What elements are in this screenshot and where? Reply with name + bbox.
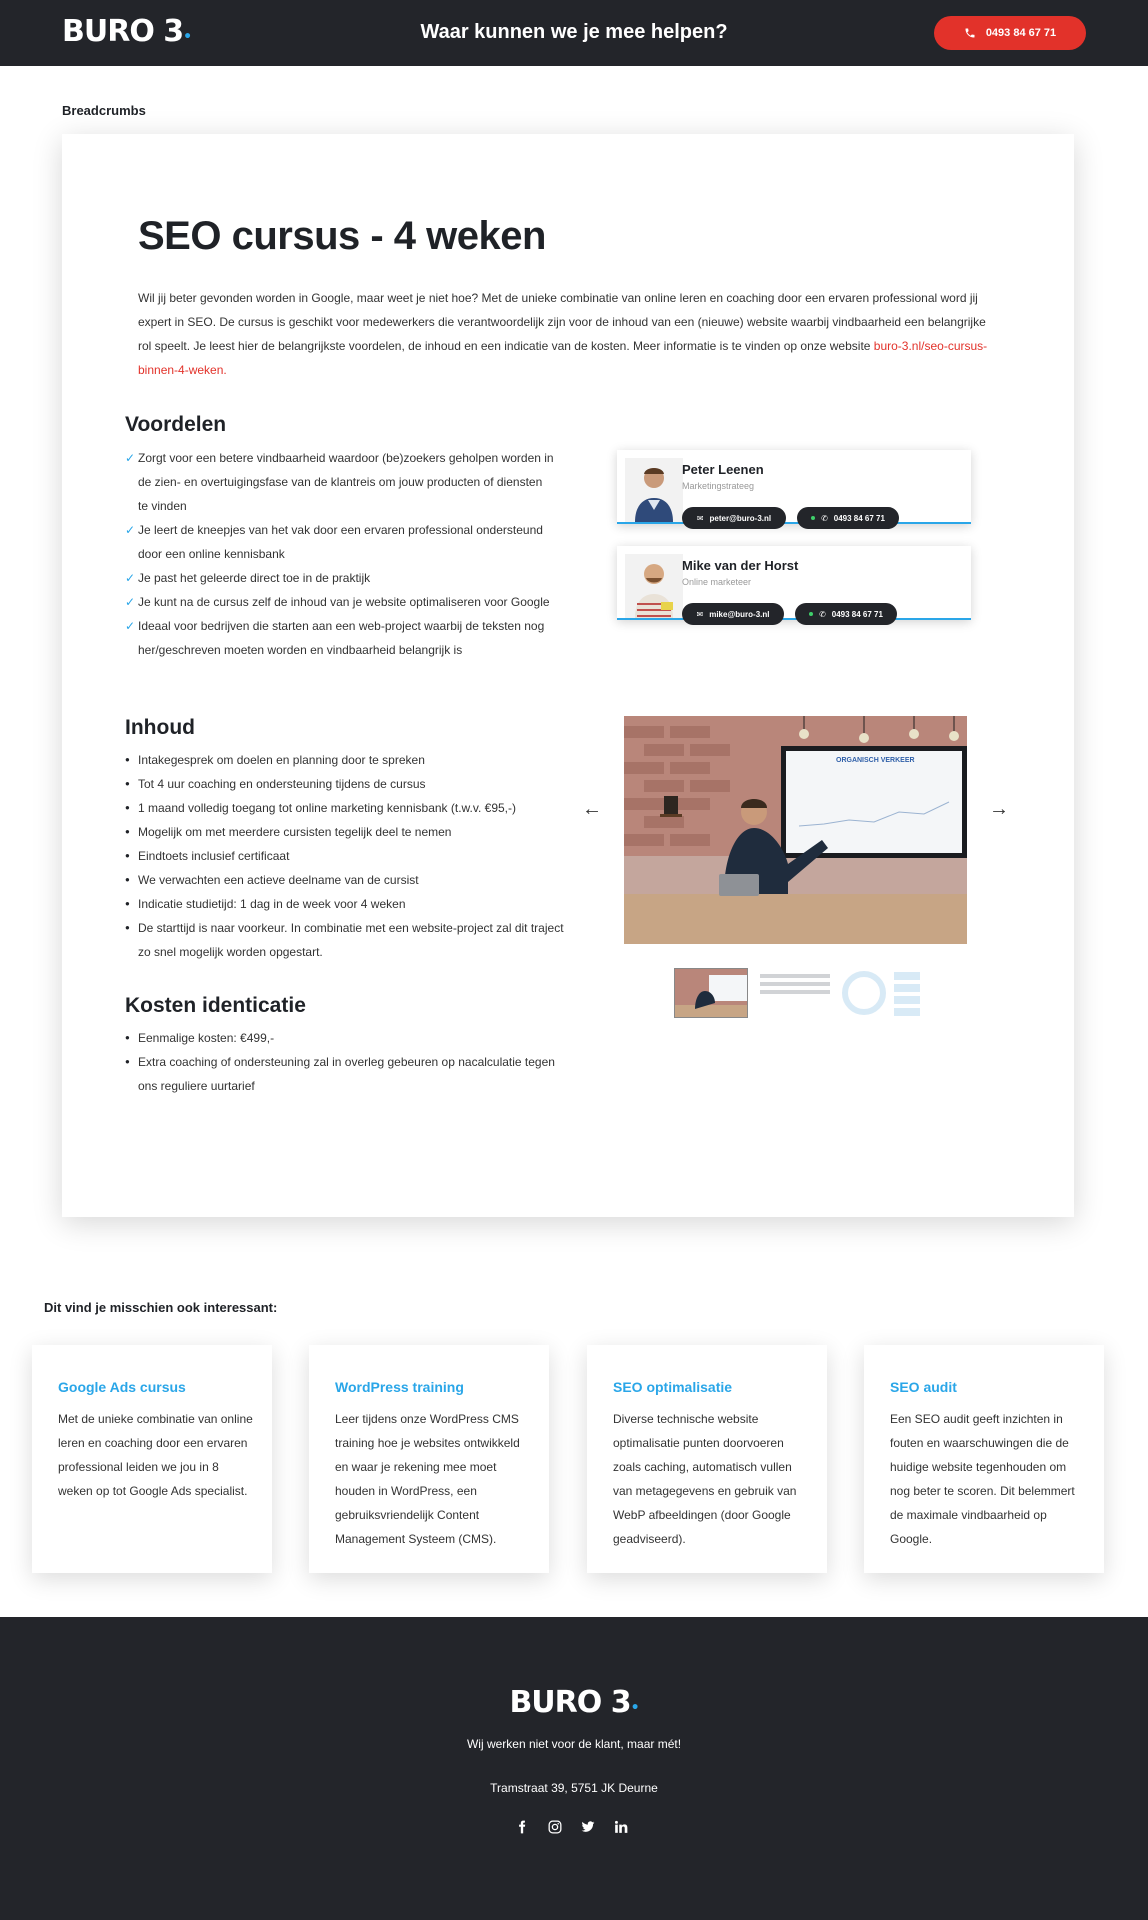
- related-card-desc: Diverse technische website optimalisatie punten doorvoeren zoals caching, automatisch vullen van metagegevens en gebruik van WebP afbeeldingen (door Google geadviseerd).: [613, 1412, 797, 1546]
- list-item: ● Mogelijk om met meerdere cursisten tegelijk deel te nemen: [125, 820, 565, 844]
- list-item: ✓ Je kunt na de cursus zelf de inhoud van je website optimaliseren voor Google: [125, 590, 555, 614]
- site-header: [0, 0, 1148, 66]
- related-card-title[interactable]: WordPress training: [335, 1379, 464, 1395]
- email-button[interactable]: ✉ mike@buro-3.nl: [682, 603, 784, 625]
- list-item: ● Eindtoets inclusief certificaat: [125, 844, 565, 868]
- email-button[interactable]: ✉ peter@buro-3.nl: [682, 507, 786, 529]
- header-title: Waar kunnen we je mee helpen?: [420, 21, 728, 43]
- mail-icon: ✉: [696, 513, 704, 523]
- avatar: [625, 458, 683, 522]
- screen-text: ORGANISCH VERKEER: [836, 757, 915, 764]
- voordelen-title: Voordelen: [125, 413, 227, 436]
- list-item: ● De starttijd is naar voorkeur. In combinatie met een website-project zal dit traject zo snel mogelijk worden opgestart.: [125, 916, 565, 964]
- list-item: ✓ Zorgt voor een betere vindbaarheid waardoor (be)zoekers geholpen worden in de zien- en overtuigingsfase van de klantreis om jouw producten of diensten te vinden: [125, 446, 555, 518]
- footer-tagline: Wij werken niet voor de klant, maar mét!: [466, 1737, 682, 1751]
- inhoud-list: [125, 748, 565, 964]
- site-footer: [0, 1617, 1148, 1920]
- list-item: ✓ Ideaal voor bedrijven die starten aan een web-project waarbij de teksten nog her/geschreven moeten worden en vindbaarheid belangrijk is: [125, 614, 555, 662]
- intro-link[interactable]: buro-3.nl/seo-cursus-binnen-4-weken.: [138, 339, 988, 377]
- slider-thumbnail[interactable]: [840, 968, 888, 1018]
- call-button-label: 0493 84 67 71: [985, 27, 1057, 39]
- kosten-title: Kosten identicatie: [125, 994, 306, 1017]
- contact-role: Marketingstrateeg: [682, 481, 755, 491]
- voordelen-list: [125, 446, 555, 662]
- footer-address: Tramstraat 39, 5751 JK Deurne: [490, 1781, 658, 1795]
- phone-icon: ✆: [821, 513, 828, 523]
- related-card-desc: Leer tijdens onze WordPress CMS training hoe je websites ontwikkeld en waar je rekening mee moet houden in WordPress, een gebruiksvriendelijk Content Management Systeem (CMS).: [335, 1412, 520, 1546]
- list-item: ✓ Je leert de kneepjes van het vak door een ervaren professional ondersteund door een online kennisbank: [125, 518, 555, 566]
- inhoud-title: Inhoud: [125, 716, 195, 739]
- slider-next-button[interactable]: →: [989, 798, 1009, 820]
- facebook-icon[interactable]: [514, 1819, 530, 1835]
- intro-text: Wil jij beter gevonden worden in Google, maar weet je niet hoe? Met de unieke combinatie van online leren en coaching door een ervaren professional word jij expert in SEO. De cursus is geschikt voor medewerkers die verantwoordelijk zijn voor de inhoud van een (nieuwe) website waarbij vindbaarheid een belangrijke rol speelt. Je leest hier de belangrijkste voordelen, de inhoud en een indicatie van de kosten. Meer informatie is te vinden op onze website buro-3.nl/seo-cursus-binnen-4-weken.: [138, 291, 988, 377]
- contact-card-peter: [617, 450, 971, 524]
- instagram-icon[interactable]: [547, 1819, 563, 1835]
- slider-thumbnail[interactable]: [892, 968, 922, 1018]
- status-dot: [809, 612, 813, 616]
- status-dot: [811, 516, 815, 520]
- mail-icon: ✉: [696, 609, 704, 619]
- related-card-google-ads[interactable]: [32, 1345, 272, 1573]
- list-item: ● Eenmalige kosten: €499,-: [125, 1026, 555, 1050]
- list-item: ● Indicatie studietijd: 1 dag in de week voor 4 weken: [125, 892, 565, 916]
- kosten-list: [125, 1026, 555, 1098]
- contact-name: Peter Leenen: [682, 462, 764, 477]
- linkedin-icon[interactable]: [613, 1819, 629, 1835]
- contact-card-mike: [617, 546, 971, 620]
- related-card-title[interactable]: Google Ads cursus: [58, 1379, 186, 1395]
- related-card-seo-optimalisatie[interactable]: [587, 1345, 827, 1573]
- content-card: [62, 134, 1074, 1217]
- call-button[interactable]: [934, 16, 1086, 50]
- phone-button[interactable]: ✆ 0493 84 67 71: [797, 507, 899, 529]
- related-card-title[interactable]: SEO optimalisatie: [613, 1379, 733, 1395]
- twitter-icon[interactable]: [580, 1819, 596, 1835]
- related-card-wordpress[interactable]: [309, 1345, 549, 1573]
- slider-thumbnail[interactable]: [758, 968, 832, 1018]
- list-item: ● 1 maand volledig toegang tot online marketing kennisbank (t.w.v. €95,-): [125, 796, 565, 820]
- contact-name: Mike van der Horst: [682, 558, 799, 573]
- list-item: ● Intakegesprek om doelen en planning door te spreken: [125, 748, 565, 772]
- related-card-seo-audit[interactable]: [864, 1345, 1104, 1573]
- related-card-title[interactable]: SEO audit: [890, 1379, 957, 1395]
- list-item: ● We verwachten een actieve deelname van de cursist: [125, 868, 565, 892]
- list-item: ● Extra coaching of ondersteuning zal in overleg gebeuren op nacalculatie tegen ons reguliere uurtarief: [125, 1050, 555, 1098]
- logo[interactable]: BURO 3•: [62, 14, 192, 49]
- slider-prev-button[interactable]: ←: [582, 798, 602, 820]
- slider-thumbnail[interactable]: [674, 968, 748, 1018]
- footer-logo[interactable]: BURO 3•: [509, 1685, 639, 1720]
- page-title: SEO cursus - 4 weken: [138, 214, 546, 258]
- breadcrumb[interactable]: Breadcrumbs: [62, 103, 146, 118]
- phone-icon: [964, 27, 976, 39]
- phone-icon: ✆: [819, 609, 826, 619]
- avatar: [625, 554, 683, 618]
- related-title: Dit vind je misschien ook interessant:: [44, 1300, 278, 1315]
- list-item: ● Tot 4 uur coaching en ondersteuning tijdens de cursus: [125, 772, 565, 796]
- slider-image[interactable]: [624, 716, 967, 944]
- related-card-desc: Met de unieke combinatie van online leren en coaching door een ervaren professional leiden we jou in 8 weken op tot Google Ads specialist.: [58, 1412, 253, 1498]
- list-item: ✓ Je past het geleerde direct toe in de praktijk: [125, 566, 555, 590]
- related-card-desc: Een SEO audit geeft inzichten in fouten en waarschuwingen die de huidige website tegenhouden om nog beter te scoren. Dit belemmert de maximale vindbaarheid op Google.: [890, 1412, 1075, 1546]
- phone-button[interactable]: ✆ 0493 84 67 71: [795, 603, 897, 625]
- social-links: [514, 1819, 629, 1835]
- contact-role: Online marketeer: [682, 577, 752, 587]
